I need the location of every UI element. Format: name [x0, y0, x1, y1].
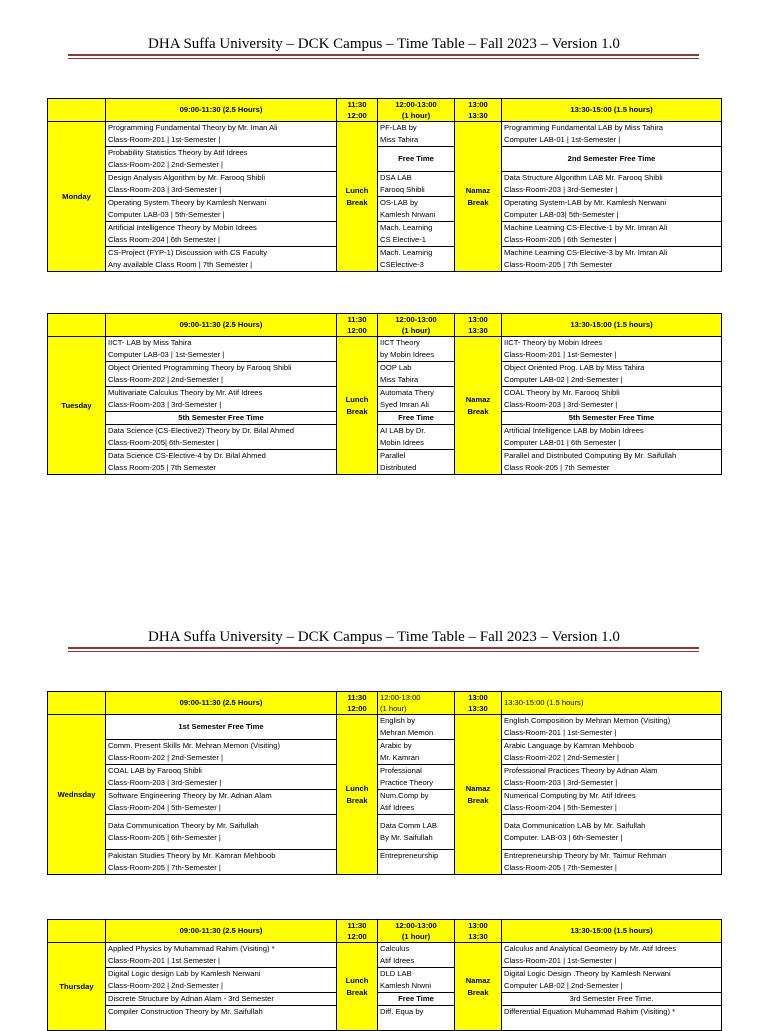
header-lunch: 11:30 12:00	[337, 314, 378, 337]
afternoon-slot: Operating System-LAB by Mr. Kamlesh Nerwani Computer LAB-03| 5th-Semester |	[502, 197, 722, 222]
afternoon-slot: English Composition by Mehran Memon (Visiting) Class-Room-201 | 1st-Semester |	[502, 715, 722, 740]
header-row	[48, 314, 722, 337]
afternoon-slot: Object Oriented Prog. LAB by Miss Tahira Computer LAB-02 | 2nd-Semester |	[502, 362, 722, 387]
table-row	[48, 247, 722, 272]
table-row	[48, 993, 722, 1006]
title-rule-bottom-thin	[68, 651, 699, 652]
noon-slot: Professional Practice Theory	[378, 765, 455, 790]
header-blank	[48, 99, 106, 122]
morning-slot: Operating System Theory by Kamlesh Nerwani Computer LAB-03 | 5th-Semester |	[106, 197, 337, 222]
header-afternoon: 13:30-15:00 (1.5 hours)	[502, 314, 722, 337]
noon-slot: IICT Theory by Mobin Idrees	[378, 337, 455, 362]
table-row	[48, 387, 722, 412]
morning-slot: Data Science CS-Elective-4 by Dr. Bilal Ahmed Class Room-205 | 7th Semester	[106, 450, 337, 475]
header-morning: 09:00-11:30 (2.5 Hours)	[106, 99, 337, 122]
header-lunch: 11:30 12:00	[337, 692, 378, 715]
noon-slot: Parallel Distributed	[378, 450, 455, 475]
table-row	[48, 122, 722, 147]
morning-slot: Multivariate Calculus Theory by Mr. Atif Idrees Class-Room-203 | 3rd-Semester |	[106, 387, 337, 412]
header-blank	[48, 314, 106, 337]
afternoon-slot: COAL Theory by Mr. Farooq Shibli Class-Room-203 | 3rd-Semester |	[502, 387, 722, 412]
header-morning: 09:00-11:30 (2.5 Hours)	[106, 692, 337, 715]
lunch-break-cell: Lunch Break	[337, 337, 378, 475]
noon-slot: Num.Comp by Atif Idrees	[378, 790, 455, 815]
header-afternoon: 13:30-15:00 (1.5 hours)	[502, 692, 722, 715]
noon-slot: Automata Thery Syed Imran Ali	[378, 387, 455, 412]
morning-slot: Discrete Structure by Adnan Alam - 3rd Semester	[106, 993, 337, 1006]
morning-slot: Artificial Intelligence Theory by Mobin Idrees Class Room-204 | 6th Semester |	[106, 222, 337, 247]
noon-slot: English by Mehran Memon	[378, 715, 455, 740]
day-label: Thursday	[48, 943, 106, 1031]
table-row	[48, 222, 722, 247]
header-noon: 12:00-13:00 (1 hour)	[378, 692, 455, 715]
timetable-tuesday	[47, 313, 722, 475]
afternoon-slot: Programming Fundamental LAB by Miss Tahira Computer LAB-01 | 1st-Semester |	[502, 122, 722, 147]
afternoon-slot: Artificial Intelligence LAB by Mobin Idrees Computer LAB-01 | 6th Semester |	[502, 425, 722, 450]
table-row	[48, 172, 722, 197]
noon-free-time: Free Time	[378, 993, 455, 1006]
morning-slot: Comm. Present Skills Mr. Mehran Memon (Visiting) Class-Room-202 | 2nd-Semester |	[106, 740, 337, 765]
header-afternoon: 13:30-15:00 (1.5 hours)	[502, 99, 722, 122]
header-morning: 09:00-11:30 (2.5 Hours)	[106, 920, 337, 943]
morning-slot: IICT- LAB by Miss Tahira Computer LAB-03 | 1st-Semester |	[106, 337, 337, 362]
afternoon-slot: Data Structure Algorithm LAB Mr. Farooq Shibli Class-Room-203 | 3rd-Semester |	[502, 172, 722, 197]
table-row	[48, 425, 722, 450]
noon-slot: DSA LAB Farooq Shibli	[378, 172, 455, 197]
header-blank	[48, 692, 106, 715]
header-namaz: 13:00 13:30	[455, 692, 502, 715]
lunch-break-cell: Lunch Break	[337, 715, 378, 875]
afternoon-slot: Machine Learning CS-Elective-1 by Mr. Imran Ali Class-Room-205 | 6th Semester |	[502, 222, 722, 247]
table-row	[48, 850, 722, 875]
day-label: Wednsday	[48, 715, 106, 875]
table-row	[48, 1006, 722, 1031]
morning-free-time: 5th Semester Free Time	[106, 412, 337, 425]
page-title-top: DHA Suffa University – DCK Campus – Time Table – Fall 2023 – Version 1.0	[148, 36, 620, 52]
noon-slot: PF-LAB by Miss Tahira	[378, 122, 455, 147]
noon-free-time: Free Time	[378, 147, 455, 172]
table-row	[48, 790, 722, 815]
morning-slot: Applied Physics by Muhammad Rahim (Visiting) * Class-Room-201 | 1st Semester |	[106, 943, 337, 968]
table-row	[48, 765, 722, 790]
afternoon-slot: Data Communication LAB by Mr. Saifullah Computer. LAB-03 | 6th-Semester |	[502, 815, 722, 850]
noon-slot: Calculus Atif Idrees	[378, 943, 455, 968]
afternoon-slot: Entrepreneurship Theory by Mr. Taimur Rehman Class-Room-205 | 7th-Semester |	[502, 850, 722, 875]
noon-slot: Mach. Learning CS Elective-1	[378, 222, 455, 247]
noon-free-time: Free Time	[378, 412, 455, 425]
table-row	[48, 362, 722, 387]
morning-slot: Programming Fundamental Theory by Mr. Iman Ali Class-Room-201 | 1st-Semester |	[106, 122, 337, 147]
header-lunch: 11:30 12:00	[337, 920, 378, 943]
morning-slot: Pakistan Studies Theory by Mr. Kamran Mehboob Class-Room-205 | 7th-Semester |	[106, 850, 337, 875]
header-noon: 12:00-13:00 (1 hour)	[378, 314, 455, 337]
title-rule-top	[68, 54, 699, 56]
noon-slot: DLD LAB Kamlesh Nrwni	[378, 968, 455, 993]
header-lunch: 11:30 12:00	[337, 99, 378, 122]
header-row	[48, 99, 722, 122]
title-rule-bottom	[68, 647, 699, 649]
noon-slot: Mach. Learning CSElective-3	[378, 247, 455, 272]
table-row	[48, 337, 722, 362]
noon-slot: Data Comm LAB By Mr. Saifullah	[378, 815, 455, 850]
afternoon-slot: Digital Logic Design .Theory by Kamlesh Nerwani Computer LAB-02 | 2nd-Semester |	[502, 968, 722, 993]
day-label: Tuesday	[48, 337, 106, 475]
morning-free-time: 1st Semester Free Time	[106, 715, 337, 740]
timetable-wednesday	[47, 691, 722, 875]
morning-slot: Data Science (CS-Elective2) Theory by Dr. Bilal Ahmed Class-Room-205| 6th-Semester |	[106, 425, 337, 450]
afternoon-slot: Parallel and Distributed Computing By Mr. Saifullah Class Rook-205 | 7th Semester	[502, 450, 722, 475]
header-row	[48, 692, 722, 715]
lunch-break-cell: Lunch Break	[337, 943, 378, 1031]
table-row	[48, 197, 722, 222]
afternoon-slot: Professional Practices Theory by Adnan Alam Class-Room-203 | 3rd-Semester |	[502, 765, 722, 790]
morning-slot: Object Oriented Programming Theory by Farooq Shibli Class-Room-202 | 2nd-Semester |	[106, 362, 337, 387]
morning-slot: Probability Statistics Theory by Atif Idrees Class-Room-202 | 2nd-Semester |	[106, 147, 337, 172]
header-row	[48, 920, 722, 943]
afternoon-slot: Calculus and Analytical Geometry by Mr. Atif Idrees Class-Room-201 | 1st-Semester |	[502, 943, 722, 968]
afternoon-free-time: 2nd Semester Free Time	[502, 147, 722, 172]
namaz-break-cell: Namaz Break	[455, 122, 502, 272]
morning-slot: Data Communication Theory by Mr. Saifullah Class-Room-205 | 6th-Semester |	[106, 815, 337, 850]
table-row	[48, 450, 722, 475]
morning-slot: Software Engineering Theory by Mr. Adnan Alam Class-Room-204 | 5th-Semester |	[106, 790, 337, 815]
noon-slot: AI LAB by Dr. Mobin Idrees	[378, 425, 455, 450]
day-label: Monday	[48, 122, 106, 272]
noon-slot: OS-LAB by Kamlesh Nrwani	[378, 197, 455, 222]
header-namaz: 13:00 13:30	[455, 314, 502, 337]
page-title-bottom: DHA Suffa University – DCK Campus – Time Table – Fall 2023 – Version 1.0	[148, 629, 620, 645]
timetable-monday	[47, 98, 722, 272]
namaz-break-cell: Namaz Break	[455, 337, 502, 475]
table-row	[48, 815, 722, 850]
table-row	[48, 715, 722, 740]
afternoon-free-time: 5th Semester Free Time	[502, 412, 722, 425]
table-row	[48, 740, 722, 765]
noon-slot: Arabic by Mr. Kamran	[378, 740, 455, 765]
table-row	[48, 147, 722, 172]
namaz-break-cell: Namaz Break	[455, 943, 502, 1031]
header-noon: 12:00-13:00 (1 hour)	[378, 99, 455, 122]
morning-slot: COAL LAB by Farooq Shibli Class-Room-203 | 3rd-Semester |	[106, 765, 337, 790]
afternoon-slot: IICT- Theory by Mobin Idrees Class-Room-201 | 1st-Semester |	[502, 337, 722, 362]
noon-slot: Entrepreneurship	[378, 850, 455, 875]
afternoon-slot: Differential Equation Muhammad Rahim (Visiting) *	[502, 1006, 722, 1031]
namaz-break-cell: Namaz Break	[455, 715, 502, 875]
table-row	[48, 943, 722, 968]
header-noon: 12:00-13:00 (1 hour)	[378, 920, 455, 943]
morning-slot: Digital Logic design Lab by Kamlesh Nerwani Class-Room-202 | 2nd-Semester |	[106, 968, 337, 993]
afternoon-slot: Numerical Computing by Mr. Atif Idrees Class-Room-204 | 5th-Semester |	[502, 790, 722, 815]
header-afternoon: 13:30-15:00 (1.5 hours)	[502, 920, 722, 943]
header-namaz: 13:00 13:30	[455, 99, 502, 122]
header-namaz: 13:00 13:30	[455, 920, 502, 943]
noon-slot: Diff. Equa by	[378, 1006, 455, 1031]
morning-slot: Compiler Construction Theory by Mr. Saifullah	[106, 1006, 337, 1031]
timetable-thursday	[47, 919, 722, 1031]
table-row	[48, 968, 722, 993]
morning-slot: CS-Project (FYP-1) Discussion with CS Faculty Any available Class Room | 7th Semester |	[106, 247, 337, 272]
header-blank	[48, 920, 106, 943]
title-rule-top-thin	[68, 58, 699, 59]
header-morning: 09:00-11:30 (2.5 Hours)	[106, 314, 337, 337]
afternoon-slot: Arabic Language by Kamran Mehboob Class-Room-202 | 2nd-Semester |	[502, 740, 722, 765]
table-row	[48, 412, 722, 425]
noon-slot: OOP Lab Miss Tahira	[378, 362, 455, 387]
afternoon-slot: Machine Learning CS-Elective-3 by Mr. Imran Ali Class-Room-205 | 7th Semester	[502, 247, 722, 272]
morning-slot: Design Analysis Algorithm by Mr. Farooq Shibli Class-Room-203 | 3rd-Semester |	[106, 172, 337, 197]
afternoon-free-time: 3rd Semester Free Time.	[502, 993, 722, 1006]
lunch-break-cell: Lunch Break	[337, 122, 378, 272]
